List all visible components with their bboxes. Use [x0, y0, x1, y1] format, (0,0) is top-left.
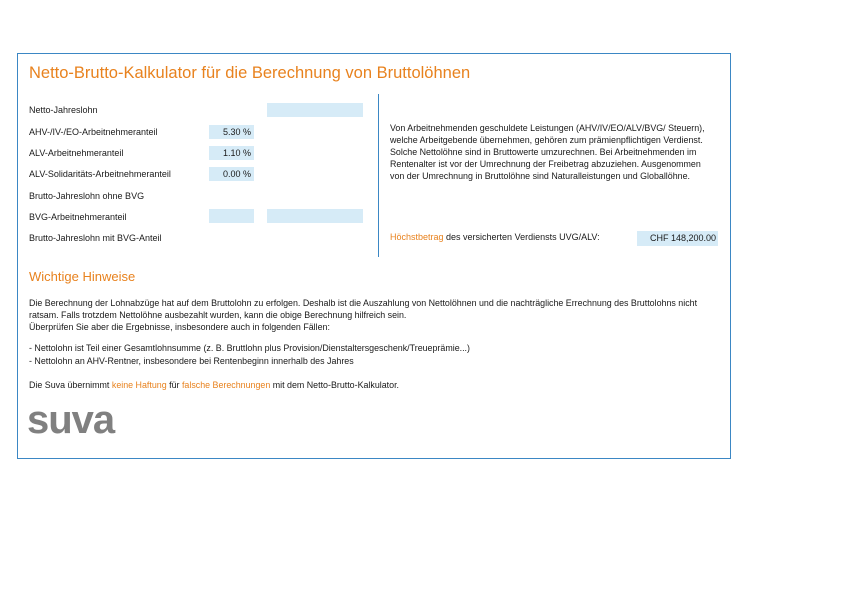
label-bvg-anteil: BVG-Arbeitnehmeranteil [29, 212, 127, 222]
page-title: Netto-Brutto-Kalkulator für die Berechnung von Bruttolöhnen [29, 64, 471, 82]
alv-rate-field: 1.10 % [209, 146, 254, 160]
bvg-amount-field [267, 209, 363, 223]
disclaimer-part2: für [166, 380, 182, 390]
max-amount-highlight: Höchstbetrag [390, 232, 444, 242]
disclaimer [29, 380, 399, 390]
netto-jahreslohn-input[interactable] [267, 103, 363, 117]
alv-solidaritaet-rate-field: 0.00 % [209, 167, 254, 181]
disclaimer-part1: Die Suva übernimmt [29, 380, 112, 390]
ahv-rate-field: 5.30 % [209, 125, 254, 139]
label-alv-anteil: ALV-Arbeitnehmeranteil [29, 148, 124, 158]
disclaimer-highlight-berechnungen: falsche Berechnungen [181, 380, 271, 390]
label-brutto-ohne-bvg: Brutto-Jahreslohn ohne BVG [29, 191, 145, 201]
label-netto-jahreslohn: Netto-Jahreslohn [29, 105, 98, 115]
bvg-rate-input[interactable] [209, 209, 254, 223]
max-amount-value: CHF 148,200.00 [637, 231, 718, 246]
notes-paragraph: Die Berechnung der Lohnabzüge hat auf dem Bruttolohn zu erfolgen. Deshalb ist die Auszahlung von Nettolöhnen und die nachträgliche Errechnung des Bruttolohns nicht ratsam. Falls trotzdem Nettolöhne ausbezahlt wurden, kann die obige Berechnung hilfreich sein. [29, 298, 698, 321]
suva-logo: suva [27, 398, 115, 442]
max-amount-label [390, 232, 600, 242]
disclaimer-part3: mit dem Netto-Brutto-Kalkulator. [270, 380, 400, 390]
disclaimer-highlight-haftung: keine Haftung [111, 380, 167, 390]
notes-bullet-1: - Nettolohn ist Teil einer Gesamtlohnsumme (z. B. Bruttlohn plus Provision/Dienstaltersgeschenk/Treueprämie...) [29, 343, 470, 353]
max-amount-label-rest: des versicherten Verdiensts UVG/ALV: [443, 232, 600, 242]
notes-heading: Wichtige Hinweise [29, 269, 136, 284]
label-alv-solidaritaet: ALV-Solidaritäts-Arbeitnehmeranteil [29, 169, 171, 179]
info-text: Von Arbeitnehmenden geschuldete Leistungen (AHV/IV/EO/ALV/BVG/ Steuern), welche Arbeitgebende übernehmen, gehören zum prämienpflichtigen Verdienst. Solche Nettolöhne sind in Bruttowerte umzurechnen. Bei Arbeitnehmenden im Rentenalter ist vor der Umrechnung der Freibetrag abzuziehen. Ausgenommen von der Umrechnung in Bruttolöhne sind Naturalleistungen und Globallöhne. [390, 123, 705, 182]
notes-bullet-2: - Nettolohn an AHV-Rentner, insbesondere bei Rentenbeginn innerhalb des Jahres [29, 356, 354, 366]
label-brutto-mit-bvg: Brutto-Jahreslohn mit BVG-Anteil [29, 233, 162, 243]
notes-paragraph-check: Überprüfen Sie aber die Ergebnisse, insbesondere auch in folgenden Fällen: [29, 322, 330, 332]
column-divider [378, 94, 379, 257]
calculator-frame [17, 53, 731, 459]
label-ahv-anteil: AHV-/IV-/EO-Arbeitnehmeranteil [29, 127, 158, 137]
